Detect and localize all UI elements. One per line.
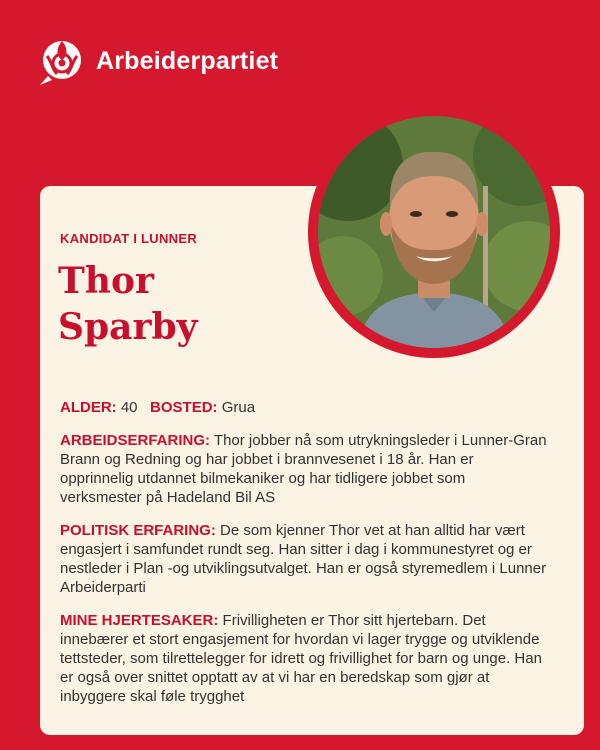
age-value: 40 bbox=[120, 399, 138, 416]
facts-line bbox=[60, 398, 550, 417]
brand-name: Arbeiderpartiet bbox=[96, 46, 279, 75]
candidate-last-name: Sparby bbox=[58, 306, 198, 348]
political-experience-text: De som kjenner Thor vet at han alltid har vært engasjert i samfundet rundt seg. Han sitter i dag i kommunestyret og er nestleder i Plan -og utviklingsutvalget. Han er også styremedlem i Lunner Arbeiderparti bbox=[60, 522, 547, 596]
causes-text: Frivilligheten er Thor sitt hjertebarn. Det innebærer et stort engasjement for hvordan vi lager trygge og utviklende tettsteder, som tilrettelegger for idrett og frivillighet for barn og unge. Han er også over snittet opptatt av at vi har en beredskap som gjør at inbyggere skal føle trygghet bbox=[60, 612, 542, 705]
political-experience-section bbox=[60, 521, 550, 597]
political-experience-label: POLITISK ERFARING: bbox=[60, 522, 216, 539]
work-experience-text: Thor jobber nå som utrykningsleder i Lunner-Gran Brann og Redning og har jobbet i brannvesenet i 18 år. Han er opprinnelig utdannet bilmekaniker og har tidligere jobbet som verksmester på Hadeland Bil AS bbox=[60, 432, 547, 506]
causes-label: MINE HJERTESAKER: bbox=[60, 612, 219, 629]
candidate-info bbox=[60, 398, 550, 720]
work-experience-label: ARBEIDSERFARING: bbox=[60, 432, 211, 449]
causes-section bbox=[60, 611, 550, 706]
residence-value: Grua bbox=[221, 399, 256, 416]
candidate-name bbox=[58, 258, 298, 350]
portrait-photo bbox=[318, 116, 550, 348]
brand-logo bbox=[38, 36, 278, 86]
candidate-photo-frame bbox=[308, 106, 560, 358]
age-label: ALDER: bbox=[60, 399, 117, 416]
candidate-first-name: Thor bbox=[58, 260, 154, 302]
work-experience-section bbox=[60, 431, 550, 507]
residence-label: BOSTED: bbox=[150, 399, 218, 416]
rose-icon bbox=[38, 36, 86, 86]
candidate-kicker: KANDIDAT I LUNNER bbox=[60, 231, 198, 246]
